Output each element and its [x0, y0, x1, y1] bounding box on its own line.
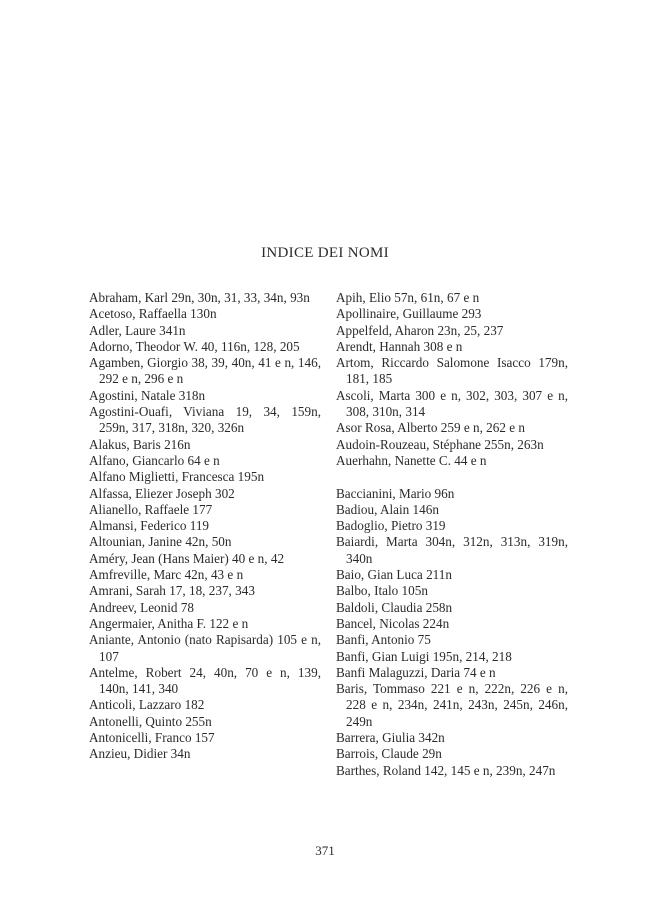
index-entry: Baio, Gian Luca 211n [336, 567, 452, 583]
index-entry: Antonicelli, Franco 157 [89, 730, 215, 746]
index-entry: Acetoso, Raffaella 130n [89, 306, 217, 322]
index-entry: Aniante, Antonio (nato Rapisarda) 105 e n, 107 [89, 632, 321, 664]
index-entry: Badiou, Alain 146n [336, 501, 439, 517]
index-entry: Asor Rosa, Alberto 259 e n, 262 e n [336, 420, 525, 436]
index-entry: Arendt, Hannah 308 e n [336, 338, 463, 354]
index-entry: Barrois, Claude 29n [336, 746, 442, 762]
index-entry: Amfreville, Marc 42n, 43 e n [89, 567, 244, 583]
letter-section-gap [336, 469, 568, 485]
index-entry: Artom, Riccardo Salomone Isacco 179n, 181, 185 [336, 355, 568, 387]
index-entry: Antonelli, Quinto 255n [89, 713, 212, 729]
index-entry: Alianello, Raffaele 177 [89, 501, 213, 517]
index-entry: Anticoli, Lazzaro 182 [89, 697, 205, 713]
index-entry: Alfassa, Eliezer Joseph 302 [89, 485, 235, 501]
index-entry: Barrera, Giulia 342n [336, 730, 445, 746]
index-title: INDICE DEI NOMI [261, 245, 389, 261]
index-entry: Ascoli, Marta 300 e n, 302, 303, 307 e n, 308, 310n, 314 [336, 387, 568, 420]
index-entry: Anzieu, Didier 34n [89, 746, 191, 762]
index-entry: Agostini, Natale 318n [89, 387, 206, 403]
index-entry: Audoin-Rouzeau, Stéphane 255n, 263n [336, 436, 544, 452]
index-entry: Antelme, Robert 24, 40n, 70 e n, 139, 140n, 141, 340 [89, 664, 321, 697]
index-entry: Alakus, Baris 216n [89, 436, 191, 452]
index-entry: Almansi, Federico 119 [89, 518, 210, 534]
index-entry: Abraham, Karl 29n, 30n, 31, 33, 34n, 93n [89, 290, 310, 305]
index-entry: Amrani, Sarah 17, 18, 237, 343 [89, 583, 255, 599]
index-entry: Baiardi, Marta 304n, 312n, 313n, 319n, 340n [336, 534, 568, 566]
index-entry: Banfi Malaguzzi, Daria 74 e n [336, 664, 496, 680]
index-entry: Baccianini, Mario 96n [336, 485, 455, 501]
index-entry: Andreev, Leonid 78 [89, 599, 194, 615]
index-entry: Alfano Miglietti, Francesca 195n [89, 469, 265, 485]
index-entry: Adorno, Theodor W. 40, 116n, 128, 205 [89, 338, 300, 354]
index-entry: Appelfeld, Aharon 23n, 25, 237 [336, 322, 504, 338]
index-entry: Adler, Laure 341n [89, 322, 186, 338]
index-entry: Angermaier, Anitha F. 122 e n [89, 615, 249, 631]
index-entry: Améry, Jean (Hans Maier) 40 e n, 42 [89, 550, 285, 566]
page-number: 371 [315, 843, 335, 858]
index-entry: Apollinaire, Guillaume 293 [336, 306, 482, 322]
index-column-right [336, 290, 568, 779]
index-entry: Badoglio, Pietro 319 [336, 518, 446, 534]
index-entry: Auerhahn, Nanette C. 44 e n [336, 452, 487, 468]
index-entry: Agamben, Giorgio 38, 39, 40n, 41 e n, 146, 292 e n, 296 e n [89, 355, 321, 387]
index-entry: Banfi, Antonio 75 [336, 632, 431, 648]
index-entry: Apih, Elio 57n, 61n, 67 e n [336, 290, 480, 305]
index-column-left [89, 290, 321, 763]
index-entry: Alfano, Giancarlo 64 e n [89, 452, 220, 468]
index-entry: Agostini-Ouafi, Viviana 19, 34, 159n, 259n, 317, 318n, 320, 326n [89, 404, 321, 436]
index-entry: Banfi, Gian Luigi 195n, 214, 218 [336, 648, 512, 664]
index-entry: Baldoli, Claudia 258n [336, 599, 453, 615]
index-entry: Bancel, Nicolas 224n [336, 615, 450, 631]
index-entry: Baris, Tommaso 221 e n, 222n, 226 e n, 228 e n, 234n, 241n, 243n, 245n, 246n, 249n [336, 681, 568, 729]
index-entry: Barthes, Roland 142, 145 e n, 239n, 247n [336, 762, 556, 778]
index-entry: Altounian, Janine 42n, 50n [89, 534, 232, 550]
index-entry: Balbo, Italo 105n [336, 583, 428, 599]
